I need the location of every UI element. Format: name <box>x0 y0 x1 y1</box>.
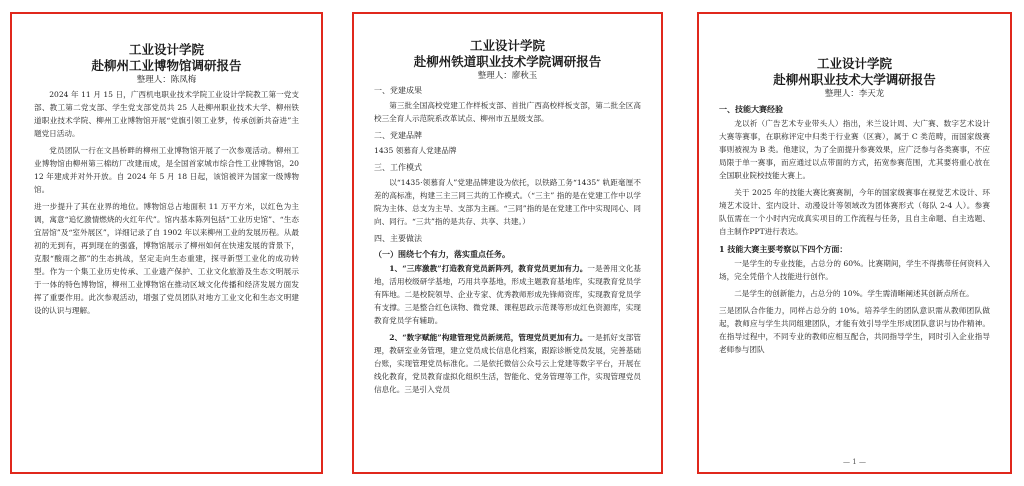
paragraph: 龙以祈（广告艺术专业带头人）指出，米兰设计周、大广赛、数字艺术设计大赛等赛事，在职称评定中归类于行业赛（区赛），属于 C 类范畴，而国家级赛事则被视为 B 类。他建议，为了全面提升参赛效果，应广泛参与各类赛事，不应局限于单一赛事，而应通过以点带面的方式，拓宽参赛范围，尤其要将重心放在全国职业院校技能大赛上。 <box>719 119 990 180</box>
paragraph: 二是学生的创新能力，占总分的 10%。学生需清晰阐述其创新点所在。 <box>734 289 974 298</box>
page-title-college: 工业设计学院 <box>816 56 892 71</box>
paragraph: 三是团队合作能力，同样占总分的 10%。培养学生的团队意识需从教师团队做起，教师应与学生共同组建团队，才能有效引导学生形成团队意识与协作精神。在指导过程中，不同专业的教师应相互配合，共同指导学生，同时引入企业指导老师参与团队 <box>719 306 990 354</box>
author-line: 整理人：廖秋玉 <box>477 71 538 81</box>
bold-lead: 2、“数字赋能”构建管理党员新规范，管理党员更加有力。 <box>389 333 588 342</box>
report-page-railway <box>352 12 663 474</box>
page-title-report: 赴柳州工业博物馆调研报告 <box>91 58 242 73</box>
paragraph: 2024 年 11 月 15 日，广西机电职业技术学院工业设计学院教工第一党支部、教工第二党支部、学生党支部党员共 25 人赴柳州职业技术大学、柳州铁道职业技术学院、柳州工业博物馆开展“党旗引领工业梦，传承创新共奋进”主题党日活动。 <box>34 90 299 138</box>
paragraph <box>374 331 641 396</box>
paragraph: 一是学生的专业技能，占总分的 60%。比赛期间，学生不得携带任何资料入场，完全凭借个人技能进行创作。 <box>719 259 990 281</box>
subsection-heading: （一）围绕七个有力，落实重点任务。 <box>374 249 510 259</box>
page-title-report: 赴柳州职业技术大学调研报告 <box>773 72 936 87</box>
report-page-university <box>697 12 1012 474</box>
section-heading: 四、主要做法 <box>374 234 422 243</box>
section-heading: 一、党建成果 <box>374 86 422 95</box>
paragraph-body: 一是抓好支部管理，教研室业务管理，建立党员成长信息化档案，跟踪诊断党员发展，完善基础台账，实现管理党员标准化。二是依托微信公众号云上党建等数字平台，开展在线化教育，党员教育虚拟化组织生活，智能化、党务管理等工作，实现管理党员信息化。三是引入党员 <box>374 333 641 394</box>
section-heading: 二、党建品牌 <box>374 131 422 140</box>
page-number: — 1 — <box>843 458 866 466</box>
page-title-college: 工业设计学院 <box>128 42 204 57</box>
paragraph: 党员团队一行在文昌桥畔的柳州工业博物馆开展了一次参观活动。柳州工业博物馆由柳州第三棉纺厂改建而成，是全国首家城市综合性工业博物馆，2012 年建成并对外开放。自 2024 年 5 月 18 日起，该馆被评为国家一级博物馆。 <box>34 146 299 194</box>
paragraph: 以“1435·领慕育人”党建品牌建设为依托，以铁路工务“1435” 轨距毫厘不差的高标准，构建三主三同三共的工作模式。（“三主” 指的是在党建工作中以学院为主体、总支为主导、支部为主画。“三同”指的是在党建工作中实现同心、同向、同行。“三共”指的是共存、共享、共建。） <box>374 178 641 226</box>
author-line: 整理人：李天龙 <box>824 89 885 99</box>
paragraph: 1435 领慕育人党建品牌 <box>374 146 457 155</box>
page-title-report: 赴柳州铁道职业技术学院调研报告 <box>413 54 602 69</box>
section-heading: 三、工作模式 <box>374 163 422 172</box>
paragraph: 关于 2025 年的技能大赛比赛赛制，今年的国家级赛事在视觉艺术设计、环境艺术设计、室内设计、动漫设计等领域改为团体赛形式（每队 2-4 人）。参赛队伍需在一个小时内完成真实项目的工作流程与任务，且自主命题、自主选题、自主制作PPT进行表达。 <box>719 188 990 236</box>
section-heading: 一、技能大赛经验 <box>719 104 783 114</box>
subsection-heading: 1 技能大赛主要考察以下四个方面： <box>719 244 848 254</box>
paragraph <box>374 262 641 327</box>
bold-lead: 1、“三库激教”打造教育党员新阵列，教育党员更加有力。 <box>389 264 588 273</box>
paragraph: 进一步提升了其在业界的地位。博物馆总占地面积 11 万平方米，以红色为主调，寓意“追忆激情燃烧的火红年代”。馆内基本陈列包括“工业历史馆”、“生态宜居馆”及“室外展区”，详细记录了自 1902 年以来柳州工业的发展历程。从最初的无到有，再到现在的强盛，博物馆展示了柳州如何在快速发展的背景下，克服“酸雨之都”的生态挑战，坚定走向生态重建，探寻新型工业化的成功转型。作为一个集工业历史传承、工业遗产保护、工业文化旅游及生态文明展示于一体的特色博物馆，柳州工业博物馆在推动区域文化传播和经济发展方面发挥了重要作用。此次参观活动，增强了党员团队对地方工业文化和生态文明建设的认识与理解。 <box>34 202 299 315</box>
paragraph-body: 一是善用文化基地，活用校级研学基地，巧用共享基地，形成主题教育基地库，实现教育党员学有阵地。二是校院领导、企业专家、优秀教师形成先锋师资库，实现教育党员学有支撑。三是整合红色读物、微党课、课程思政示范课等形成红色资源库，实现教育党员学有辅助。 <box>374 264 641 325</box>
paragraph: 第三批全国高校党建工作样板支部、首批广西高校样板支部，第二批全区高校三全育人示范院系改革试点、柳州市五星级支部。 <box>374 101 641 123</box>
page-title-college: 工业设计学院 <box>469 38 545 53</box>
author-line: 整理人：陈凤梅 <box>136 75 197 85</box>
report-page-museum <box>10 12 323 474</box>
